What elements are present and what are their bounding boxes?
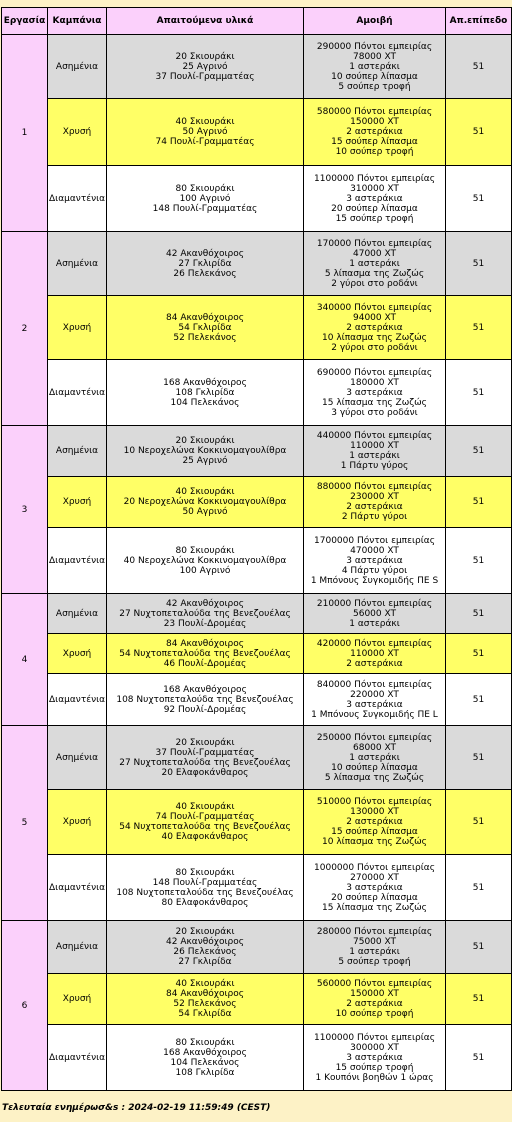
materials-cell xyxy=(107,296,304,360)
level-cell: 51 xyxy=(446,360,512,426)
material-line: 26 Πελεκάνος xyxy=(173,268,237,279)
reward-line: 280000 Πόντοι εμπειρίας xyxy=(316,927,433,937)
level-cell: 51 xyxy=(446,477,512,528)
materials-cell xyxy=(107,726,304,790)
material-line: 74 Πουλί-Γραμματέας xyxy=(155,137,255,147)
campaign-cell: Χρυσή xyxy=(48,790,107,855)
material-line: 84 Ακανθόχοιρος xyxy=(166,989,244,999)
material-line: 54 Νυχτοπεταλούδα της Βενεζουέλας xyxy=(119,822,291,832)
material-line: 20 Σκιουράκι xyxy=(175,51,235,62)
materials-cell xyxy=(107,674,304,726)
reward-line: 440000 Πόντοι εμπειρίας xyxy=(316,431,433,441)
reward-line: 68000 XT xyxy=(353,742,396,753)
reward-line: 510000 Πόντοι εμπειρίας xyxy=(316,797,433,807)
reward-cell xyxy=(304,35,446,99)
material-line: 92 Πουλί-Δρομέας xyxy=(163,704,247,715)
campaign-cell: Διαμαντένια xyxy=(48,674,107,726)
reward-line: 5 λίπασμα της Ζωζώς xyxy=(324,772,425,783)
material-line: 108 Γκλιρίδα xyxy=(175,1067,235,1078)
reward-line: 78000 XT xyxy=(353,51,396,62)
material-line: 42 Ακανθόχοιρος xyxy=(166,937,244,947)
reward-line: 10 λίπασμα της Ζωζώς xyxy=(322,837,427,847)
table-row xyxy=(2,477,512,528)
material-line: 25 Αγρινό xyxy=(182,61,228,72)
reward-line: 230000 XT xyxy=(350,492,399,502)
material-line: 20 Νεροχελώνα Κοκκινομαγουλίθρα xyxy=(123,497,287,507)
reward-line: 340000 Πόντοι εμπειρίας xyxy=(316,302,433,313)
reward-line: 2 γύροι στο ροδάνι xyxy=(331,342,418,353)
reward-line: 1700000 Πόντοι εμπειρίας xyxy=(314,535,435,546)
material-line: 80 Σκιουράκι xyxy=(175,867,235,878)
material-line: 40 Σκιουράκι xyxy=(175,487,235,497)
table-row xyxy=(2,674,512,726)
material-line: 27 Γκλιρίδα xyxy=(178,258,232,269)
header-campaign: Καμπάνια xyxy=(48,8,107,35)
material-line: 25 Αγρινό xyxy=(182,456,228,466)
material-line: 26 Πελεκάνος xyxy=(173,947,237,957)
material-line: 42 Ακανθόχοιρος xyxy=(166,598,244,609)
reward-line: 3 αστεράκια xyxy=(346,699,403,710)
table-row xyxy=(2,99,512,166)
campaign-cell: Διαμαντένια xyxy=(48,166,107,232)
reward-line: 15 σούπερ λίπασμα xyxy=(331,827,418,837)
materials-cell xyxy=(107,528,304,594)
material-line: 168 Ακανθόχοιρος xyxy=(163,377,247,388)
table-row xyxy=(2,726,512,790)
material-line: 42 Ακανθόχοιρος xyxy=(166,248,244,259)
reward-line: 10 σούπερ τροφή xyxy=(335,1009,414,1019)
reward-line: 580000 Πόντοι εμπειρίας xyxy=(316,107,433,117)
task-number: 4 xyxy=(2,594,48,726)
materials-cell xyxy=(107,477,304,528)
material-line: 37 Πουλί-Γραμματέας xyxy=(155,747,255,758)
material-line: 52 Πελεκάνος xyxy=(173,999,237,1009)
material-line: 27 Γκλιρίδα xyxy=(178,957,232,967)
table-row xyxy=(2,594,512,634)
reward-line: 2 αστεράκια xyxy=(346,817,403,827)
reward-cell xyxy=(304,594,446,634)
table-row xyxy=(2,528,512,594)
reward-line: 10 σούπερ τροφή xyxy=(335,147,414,157)
reward-line: 1 Κουπόνι βοηθών 1 ώρας xyxy=(315,1072,434,1083)
material-line: 40 Σκιουράκι xyxy=(175,117,235,127)
table-row xyxy=(2,634,512,674)
tasks-table xyxy=(1,7,512,1091)
reward-line: 290000 Πόντοι εμπειρίας xyxy=(316,41,433,52)
reward-line: 690000 Πόντοι εμπειρίας xyxy=(316,367,433,378)
materials-cell xyxy=(107,232,304,296)
campaign-cell: Χρυσή xyxy=(48,974,107,1025)
reward-line: 20 σούπερ λίπασμα xyxy=(331,203,418,214)
material-line: 100 Αγρινό xyxy=(179,565,231,576)
reward-line: 420000 Πόντοι εμπειρίας xyxy=(316,638,433,649)
material-line: 104 Πελεκάνος xyxy=(170,397,240,408)
reward-line: 94000 XT xyxy=(353,312,396,323)
reward-line: 3 αστεράκια xyxy=(346,193,403,204)
campaign-cell: Διαμαντένια xyxy=(48,1025,107,1091)
reward-line: 170000 Πόντοι εμπειρίας xyxy=(316,238,433,249)
material-line: 10 Νεροχελώνα Κοκκινομαγουλίθρα xyxy=(123,446,287,456)
reward-line: 150000 XT xyxy=(350,989,399,999)
reward-cell xyxy=(304,921,446,974)
level-cell: 51 xyxy=(446,232,512,296)
reward-line: 2 Πάρτυ γύροι xyxy=(341,512,408,522)
reward-line: 5 λίπασμα της Ζωζώς xyxy=(324,268,425,279)
material-line: 27 Νυχτοπεταλούδα της Βενεζουέλας xyxy=(119,757,291,768)
material-line: 80 Ελαφοκάνθαρος xyxy=(161,897,249,908)
material-line: 40 Σκιουράκι xyxy=(175,979,235,989)
materials-cell xyxy=(107,921,304,974)
material-line: 52 Πελεκάνος xyxy=(173,332,237,343)
level-cell: 51 xyxy=(446,674,512,726)
material-line: 108 Γκλιρίδα xyxy=(175,387,235,398)
reward-line: 3 αστεράκια xyxy=(346,555,403,566)
reward-line: 20 σούπερ λίπασμα xyxy=(331,892,418,903)
campaign-cell: Ασημένια xyxy=(48,726,107,790)
campaign-cell: Ασημένια xyxy=(48,232,107,296)
campaign-cell: Χρυσή xyxy=(48,296,107,360)
campaign-cell: Ασημένια xyxy=(48,594,107,634)
reward-line: 1100000 Πόντοι εμπειρίας xyxy=(314,1032,435,1043)
level-cell: 51 xyxy=(446,296,512,360)
level-cell: 51 xyxy=(446,974,512,1025)
task-number: 1 xyxy=(2,35,48,232)
table-row xyxy=(2,35,512,99)
material-line: 84 Ακανθόχοιρος xyxy=(166,312,244,323)
reward-cell xyxy=(304,726,446,790)
reward-line: 250000 Πόντοι εμπειρίας xyxy=(316,732,433,743)
reward-cell xyxy=(304,360,446,426)
material-line: 148 Πουλί-Γραμματέας xyxy=(152,203,258,214)
material-line: 54 Γκλιρίδα xyxy=(178,1009,232,1019)
reward-cell xyxy=(304,974,446,1025)
reward-cell xyxy=(304,477,446,528)
material-line: 108 Νυχτοπεταλούδα της Βενεζουέλας xyxy=(116,887,294,898)
reward-line: 1 αστεράκι xyxy=(349,618,400,629)
reward-line: 15 σούπερ λίπασμα xyxy=(331,137,418,147)
level-cell: 51 xyxy=(446,634,512,674)
materials-cell xyxy=(107,99,304,166)
reward-cell xyxy=(304,855,446,921)
material-line: 40 Ελαφοκάνθαρος xyxy=(161,832,249,842)
level-cell: 51 xyxy=(446,35,512,99)
materials-cell xyxy=(107,790,304,855)
material-line: 168 Ακανθόχοιρος xyxy=(163,684,247,695)
reward-line: 300000 XT xyxy=(350,1042,399,1053)
reward-line: 1 Μπόνους Συγκομιδής ΠΕ L xyxy=(311,709,438,720)
reward-line: 15 σούπερ τροφή xyxy=(335,213,414,224)
materials-cell xyxy=(107,634,304,674)
reward-line: 470000 XT xyxy=(350,545,399,556)
material-line: 37 Πουλί-Γραμματέας xyxy=(155,71,255,82)
reward-line: 3 αστεράκια xyxy=(346,387,403,398)
header-task: Εργασία xyxy=(2,8,48,35)
material-line: 50 Αγρινό xyxy=(182,507,228,517)
level-cell: 51 xyxy=(446,1025,512,1091)
tasks-body xyxy=(2,35,512,1091)
material-line: 74 Πουλί-Γραμματέας xyxy=(155,812,255,822)
reward-cell xyxy=(304,426,446,477)
materials-cell xyxy=(107,974,304,1025)
material-line: 46 Πουλί-Δρομέας xyxy=(163,658,247,669)
reward-line: 10 σούπερ λίπασμα xyxy=(331,762,418,773)
campaign-cell: Χρυσή xyxy=(48,99,107,166)
material-line: 108 Νυχτοπεταλούδα της Βενεζουέλας xyxy=(116,694,294,705)
reward-line: 1100000 Πόντοι εμπειρίας xyxy=(314,173,435,184)
table-row xyxy=(2,1025,512,1091)
reward-line: 150000 XT xyxy=(350,117,399,127)
material-line: 20 Σκιουράκι xyxy=(175,927,235,937)
material-line: 40 Σκιουράκι xyxy=(175,802,235,812)
level-cell: 51 xyxy=(446,594,512,634)
table-row xyxy=(2,790,512,855)
material-line: 27 Νυχτοπεταλούδα της Βενεζουέλας xyxy=(119,608,291,619)
reward-line: 4 Πάρτυ γύροι xyxy=(341,565,408,576)
reward-line: 840000 Πόντοι εμπειρίας xyxy=(316,679,433,690)
reward-line: 1 αστεράκι xyxy=(349,947,400,957)
reward-cell xyxy=(304,790,446,855)
material-line: 20 Σκιουράκι xyxy=(175,436,235,446)
reward-line: 130000 XT xyxy=(350,807,399,817)
level-cell: 51 xyxy=(446,790,512,855)
last-updated: Τελευταία ενημέρωσ&s : 2024-02-19 11:59:49 (CEST) xyxy=(2,1103,271,1113)
reward-line: 1000000 Πόντοι εμπειρίας xyxy=(314,862,435,873)
table-row xyxy=(2,166,512,232)
material-line: 23 Πουλί-Δρομέας xyxy=(163,618,247,629)
table-row xyxy=(2,855,512,921)
reward-cell xyxy=(304,99,446,166)
table-row xyxy=(2,426,512,477)
level-cell: 51 xyxy=(446,426,512,477)
reward-line: 1 αστεράκι xyxy=(349,258,400,269)
material-line: 84 Ακανθόχοιρος xyxy=(166,638,244,649)
material-line: 148 Πουλί-Γραμματέας xyxy=(152,877,258,888)
campaign-cell: Ασημένια xyxy=(48,426,107,477)
reward-line: 1 Μπόνους Συγκομιδής ΠΕ S xyxy=(310,575,439,586)
campaign-cell: Διαμαντένια xyxy=(48,360,107,426)
reward-line: 2 αστεράκια xyxy=(346,322,403,333)
reward-line: 47000 XT xyxy=(353,248,396,259)
reward-line: 2 αστεράκια xyxy=(346,127,403,137)
material-line: 20 Ελαφοκάνθαρος xyxy=(161,767,249,778)
level-cell: 51 xyxy=(446,726,512,790)
header-materials: Απαιτούμενα υλικά xyxy=(107,8,304,35)
reward-cell xyxy=(304,674,446,726)
materials-cell xyxy=(107,855,304,921)
reward-line: 1 αστεράκι xyxy=(349,451,400,461)
table-row xyxy=(2,360,512,426)
reward-line: 15 σούπερ τροφή xyxy=(335,1062,414,1073)
campaign-cell: Διαμαντένια xyxy=(48,528,107,594)
reward-line: 5 σούπερ τροφή xyxy=(338,81,411,92)
campaign-cell: Διαμαντένια xyxy=(48,855,107,921)
reward-line: 2 αστεράκια xyxy=(346,502,403,512)
reward-line: 180000 XT xyxy=(350,377,399,388)
reward-line: 1 αστεράκι xyxy=(349,752,400,763)
header-level: Απ.επίπεδο xyxy=(446,8,512,35)
material-line: 54 Γκλιρίδα xyxy=(178,322,232,333)
reward-cell xyxy=(304,634,446,674)
table-row xyxy=(2,921,512,974)
reward-line: 75000 XT xyxy=(353,937,396,947)
reward-line: 3 αστεράκια xyxy=(346,1052,403,1063)
material-line: 168 Ακανθόχοιρος xyxy=(163,1047,247,1058)
reward-line: 110000 XT xyxy=(350,441,399,451)
reward-line: 210000 Πόντοι εμπειρίας xyxy=(316,598,433,609)
campaign-cell: Χρυσή xyxy=(48,477,107,528)
reward-line: 270000 XT xyxy=(350,872,399,883)
materials-cell xyxy=(107,426,304,477)
level-cell: 51 xyxy=(446,855,512,921)
level-cell: 51 xyxy=(446,921,512,974)
reward-line: 3 αστεράκια xyxy=(346,882,403,893)
material-line: 80 Σκιουράκι xyxy=(175,183,235,194)
level-cell: 51 xyxy=(446,166,512,232)
reward-line: 1 αστεράκι xyxy=(349,61,400,72)
task-number: 2 xyxy=(2,232,48,426)
material-line: 80 Σκιουράκι xyxy=(175,545,235,556)
table-row xyxy=(2,974,512,1025)
reward-line: 15 λίπασμα της Ζωζώς xyxy=(322,397,427,408)
material-line: 20 Σκιουράκι xyxy=(175,737,235,748)
materials-cell xyxy=(107,35,304,99)
reward-line: 2 γύροι στο ροδάνι xyxy=(331,278,418,289)
campaign-cell: Ασημένια xyxy=(48,921,107,974)
material-line: 54 Νυχτοπεταλούδα της Βενεζουέλας xyxy=(119,648,291,659)
materials-cell xyxy=(107,1025,304,1091)
task-number: 6 xyxy=(2,921,48,1091)
reward-cell xyxy=(304,232,446,296)
material-line: 40 Νεροχελώνα Κοκκινομαγουλίθρα xyxy=(123,555,287,566)
reward-line: 5 σούπερ τροφή xyxy=(338,957,411,967)
table-row xyxy=(2,232,512,296)
reward-line: 10 σούπερ λίπασμα xyxy=(331,71,418,82)
reward-line: 10 λίπασμα της Ζωζώς xyxy=(322,332,427,343)
level-cell: 51 xyxy=(446,528,512,594)
materials-cell xyxy=(107,594,304,634)
reward-line: 880000 Πόντοι εμπειρίας xyxy=(316,482,433,492)
reward-cell xyxy=(304,528,446,594)
material-line: 100 Αγρινό xyxy=(179,193,231,204)
reward-line: 220000 XT xyxy=(350,689,399,700)
header-reward: Αμοιβή xyxy=(304,8,446,35)
campaign-cell: Χρυσή xyxy=(48,634,107,674)
header-row xyxy=(2,8,512,35)
reward-line: 15 λίπασμα της Ζωζώς xyxy=(322,902,427,913)
material-line: 50 Αγρινό xyxy=(182,127,228,137)
reward-line: 110000 XT xyxy=(350,648,399,659)
reward-cell xyxy=(304,296,446,360)
reward-cell xyxy=(304,166,446,232)
material-line: 104 Πελεκάνος xyxy=(170,1057,240,1068)
task-number: 5 xyxy=(2,726,48,921)
reward-line: 1 Πάρτυ γύρος xyxy=(340,461,409,471)
reward-line: 310000 XT xyxy=(350,183,399,194)
reward-line: 2 αστεράκια xyxy=(346,999,403,1009)
materials-cell xyxy=(107,360,304,426)
reward-line: 2 αστεράκια xyxy=(346,658,403,669)
materials-cell xyxy=(107,166,304,232)
reward-line: 56000 XT xyxy=(353,608,396,619)
table-row xyxy=(2,296,512,360)
reward-cell xyxy=(304,1025,446,1091)
task-number: 3 xyxy=(2,426,48,594)
campaign-cell: Ασημένια xyxy=(48,35,107,99)
material-line: 80 Σκιουράκι xyxy=(175,1037,235,1048)
reward-line: 560000 Πόντοι εμπειρίας xyxy=(316,979,433,989)
level-cell: 51 xyxy=(446,99,512,166)
reward-line: 3 γύροι στο ροδάνι xyxy=(331,407,418,418)
